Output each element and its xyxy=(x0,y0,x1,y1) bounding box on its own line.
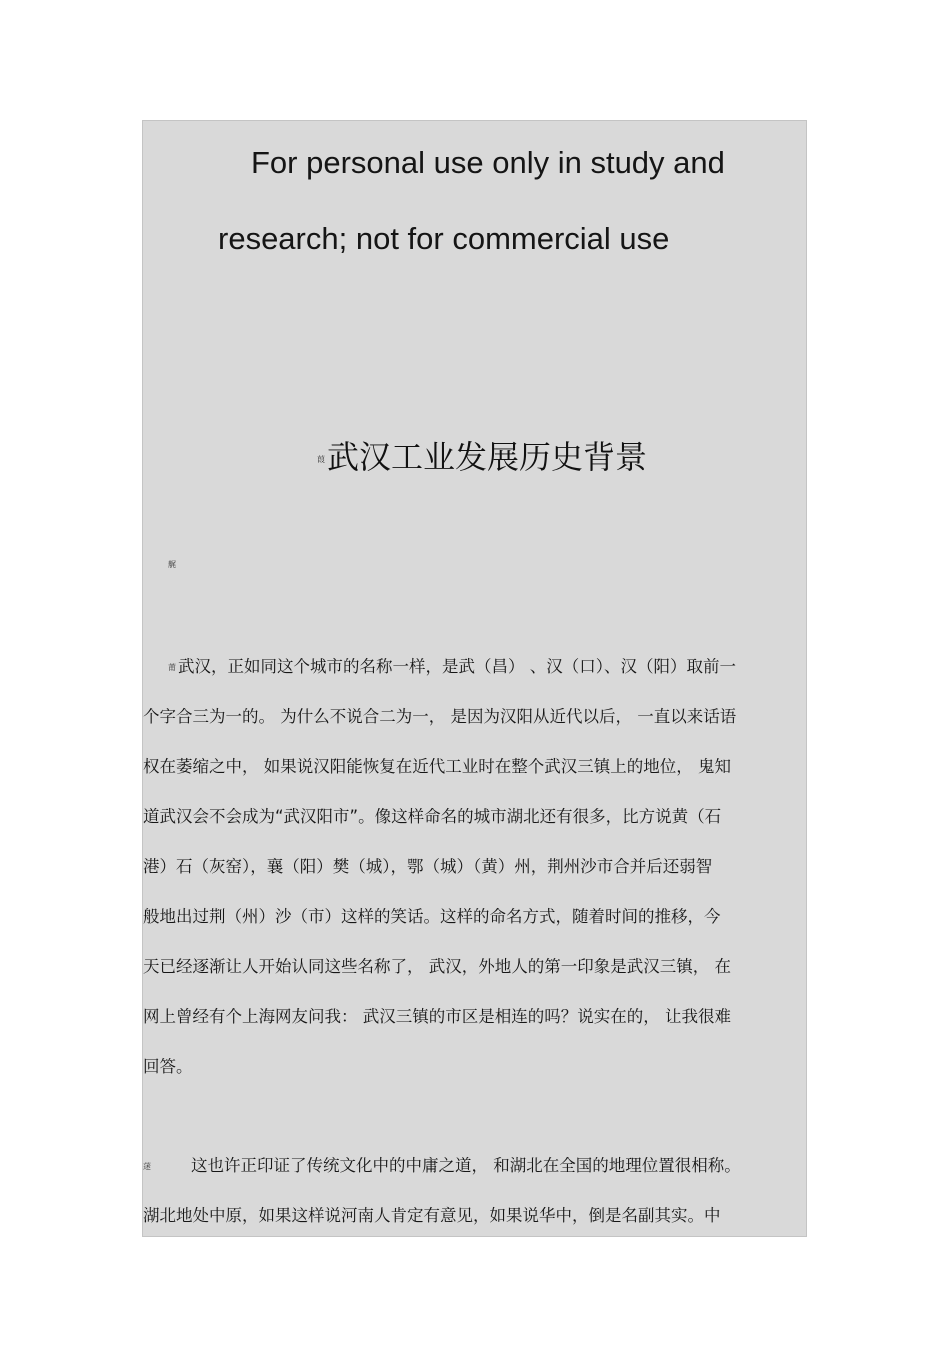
paragraph-1-line-1-text: 武汉，正如同这个城市的名称一样，是武（昌） 、汉（口）、汉（阳）取前一 xyxy=(178,657,736,676)
title-text: 武汉工业发展历史背景 xyxy=(327,438,648,476)
stray-mark: 艉 xyxy=(168,560,176,569)
paragraph-1-line-2: 个字合三为一的。 为什么不说合二为一， 是因为汉阳从近代以后， 一直以来话语 xyxy=(143,707,737,726)
title-marker: 葭 xyxy=(317,454,325,464)
paragraph-1-line-6: 般地出过荆（州）沙（市）这样的笑话。这样的命名方式，随着时间的推移，今 xyxy=(143,907,721,926)
paragraph-1-line-4: 道武汉会不会成为“武汉阳市”。像这样命名的城市湖北还有很多，比方说黄（石 xyxy=(143,807,722,826)
paragraph-1-line-7: 天已经逐渐让人开始认同这些名称了， 武汉，外地人的第一印象是武汉三镇， 在 xyxy=(143,957,731,976)
paragraph-1-line-3: 权在萎缩之中， 如果说汉阳能恢复在近代工业时在整个武汉三镇上的地位， 鬼知 xyxy=(143,757,731,776)
paragraph-1-line-8: 网上曾经有个上海网友问我： 武汉三镇的市区是相连的吗？说实在的， 让我很难 xyxy=(143,1007,731,1026)
document-title xyxy=(317,438,648,476)
paragraph-1-marker: 莆 xyxy=(168,662,176,672)
paragraph-1-line-1 xyxy=(168,659,807,676)
paragraph-1-line-5: 港）石（灰窑），襄（阳）樊（城），鄂（城）（黄）州，荆州沙市合并后还弱智 xyxy=(143,857,713,876)
paragraph-2-line-2: 湖北地处中原，如果这样说河南人肯定有意见，如果说华中，倒是名副其实。中 xyxy=(143,1206,721,1225)
document-page xyxy=(142,120,807,1237)
paragraph-1-line-9: 回答。 xyxy=(143,1057,193,1076)
paragraph-2-marker: 蒁 xyxy=(143,1161,151,1171)
paragraph-2-line-1 xyxy=(143,1158,807,1175)
paragraph-2-line-1-text: 这也许正印证了传统文化中的中庸之道， 和湖北在全国的地理位置很相称。 xyxy=(191,1156,741,1175)
disclaimer-line-2: research; not for commercial use xyxy=(218,221,670,256)
disclaimer-line-1: For personal use only in study and xyxy=(251,145,725,180)
